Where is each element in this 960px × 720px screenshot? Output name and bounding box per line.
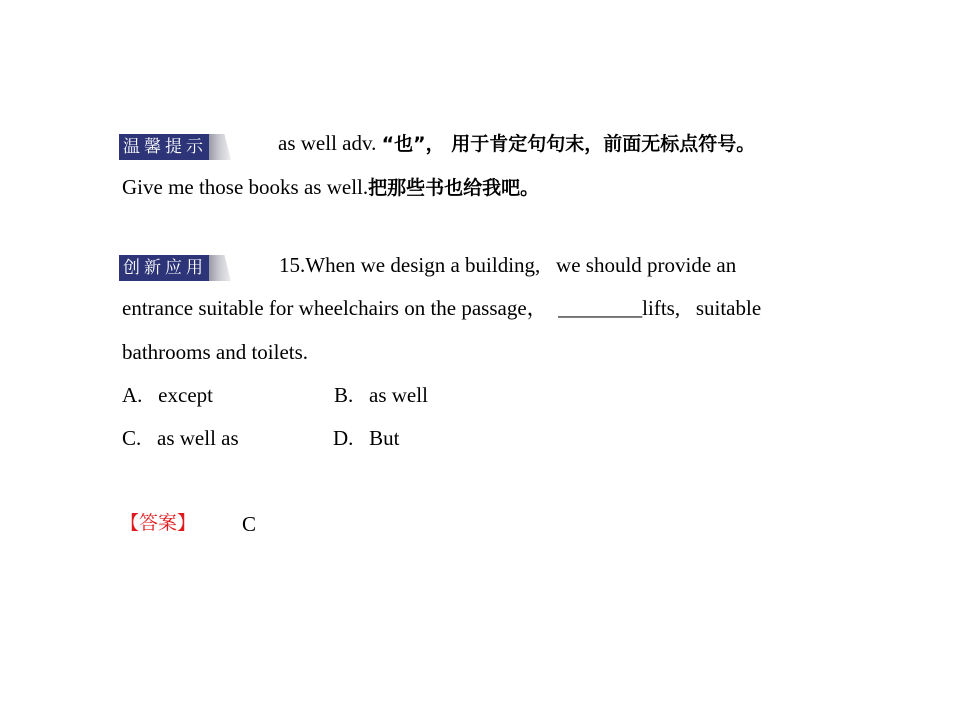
tip-line-1-cn: “也”， 用于肯定句句末，前面无标点符号。 xyxy=(381,133,756,155)
option-c-letter: C. xyxy=(122,426,142,450)
option-a-text: except xyxy=(158,383,213,407)
answer-value: C xyxy=(242,512,257,536)
tip-line-1-en: as well adv. xyxy=(278,131,377,155)
option-a xyxy=(122,382,213,408)
option-b xyxy=(334,382,428,408)
option-c xyxy=(122,425,239,451)
question-line-2: entrance suitable for wheelchairs on the passage， ________lifts, suitable xyxy=(122,296,762,320)
option-d-text: But xyxy=(369,426,400,450)
option-b-letter: B. xyxy=(334,383,354,407)
option-d xyxy=(333,425,400,451)
option-c-text: as well as xyxy=(157,426,239,450)
question-line-3: bathrooms and toilets. xyxy=(122,340,309,364)
application-tag xyxy=(119,255,231,281)
tip-line-2 xyxy=(122,174,539,201)
answer-label: 【答案】 xyxy=(120,512,197,534)
tip-tag-shade xyxy=(209,134,231,160)
application-tag-shade xyxy=(209,255,231,281)
tip-tag-label: 温馨提示 xyxy=(119,134,209,160)
tip-tag xyxy=(119,134,231,160)
option-b-text: as well xyxy=(369,383,428,407)
application-tag-label: 创新应用 xyxy=(119,255,209,281)
tip-line-2-cn: 把那些书也给我吧。 xyxy=(368,177,540,199)
tip-line-1 xyxy=(278,130,755,157)
tip-line-2-en: Give me those books as well. xyxy=(122,175,369,199)
option-d-letter: D. xyxy=(333,426,354,450)
question-line-1: 15.When we design a building, we should provide an xyxy=(279,253,737,277)
option-a-letter: A. xyxy=(122,383,143,407)
